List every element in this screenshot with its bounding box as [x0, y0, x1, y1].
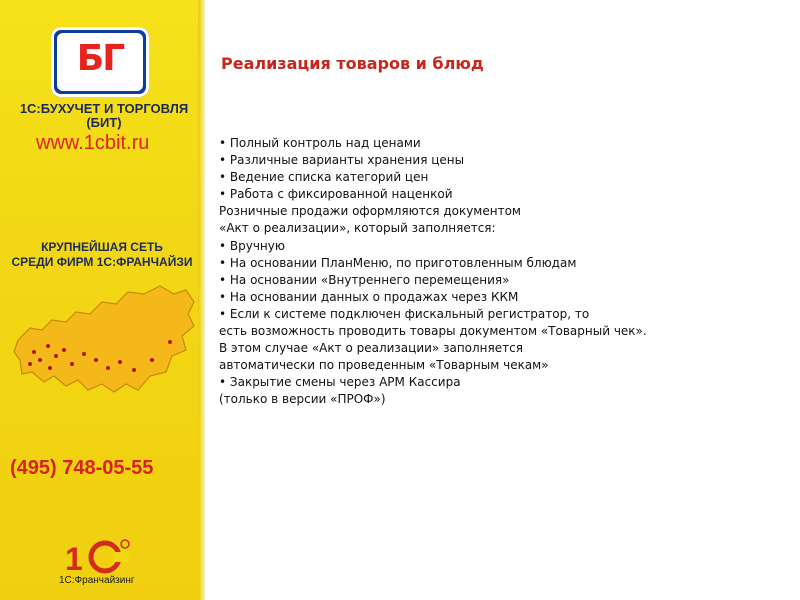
website-link[interactable]: www.1cbit.ru: [36, 132, 150, 154]
content-line: Розничные продажи оформляются документом: [219, 204, 521, 219]
content-line: • На основании «Внутреннего перемещения»: [219, 272, 510, 287]
content-line: • Ведение списка категорий цен: [219, 170, 429, 185]
bit-logo-text: БГ: [76, 38, 124, 79]
bit-logo-inner: [57, 33, 143, 91]
onec-logo: [63, 538, 133, 576]
content-line: автоматически по проведенным «Товарным чекам»: [219, 358, 549, 373]
content-block: [219, 135, 779, 409]
content-line: • Работа с фиксированной наценкой: [219, 187, 453, 202]
content-line: В этом случае «Акт о реализации» заполняется: [219, 341, 523, 356]
network-tagline-line2: СРЕДИ ФИРМ 1С:ФРАНЧАЙЗИ: [11, 255, 193, 269]
network-tagline-line1: КРУПНЕЙШАЯ СЕТЬ: [41, 240, 163, 254]
bit-logo: [51, 27, 149, 97]
content-line: есть возможность проводить товары документом «Товарный чек».: [219, 324, 647, 339]
sidebar-edge: [198, 0, 203, 600]
content-line: • Вручную: [219, 238, 285, 253]
content-line: (только в версии «ПРОФ»): [219, 392, 386, 407]
brand-name-line2: (БИТ): [86, 115, 122, 130]
content-line: • Если к системе подключен фискальный регистратор, то: [219, 306, 590, 321]
svg-text:1: 1: [65, 541, 83, 576]
content-line: • Различные варианты хранения цены: [219, 153, 465, 168]
content-line: • Закрытие смены через АРМ Кассира: [219, 375, 461, 390]
content-line: «Акт о реализации», который заполняется:: [219, 221, 496, 236]
content-line: • Полный контроль над ценами: [219, 136, 421, 150]
content-line: • На основании ПланМеню, по приготовленным блюдам: [219, 255, 577, 270]
slide-title: Реализация товаров и блюд: [221, 54, 484, 73]
onec-caption: 1С:Франчайзинг: [59, 575, 135, 586]
phone-number: (495) 748-05-55: [10, 457, 154, 479]
brand-name-line1: 1С:БУХУЧЕТ И ТОРГОВЛЯ: [19, 101, 189, 116]
russia-map: [10, 280, 198, 410]
content-line: • На основании данных о продажах через ККМ: [219, 289, 519, 304]
